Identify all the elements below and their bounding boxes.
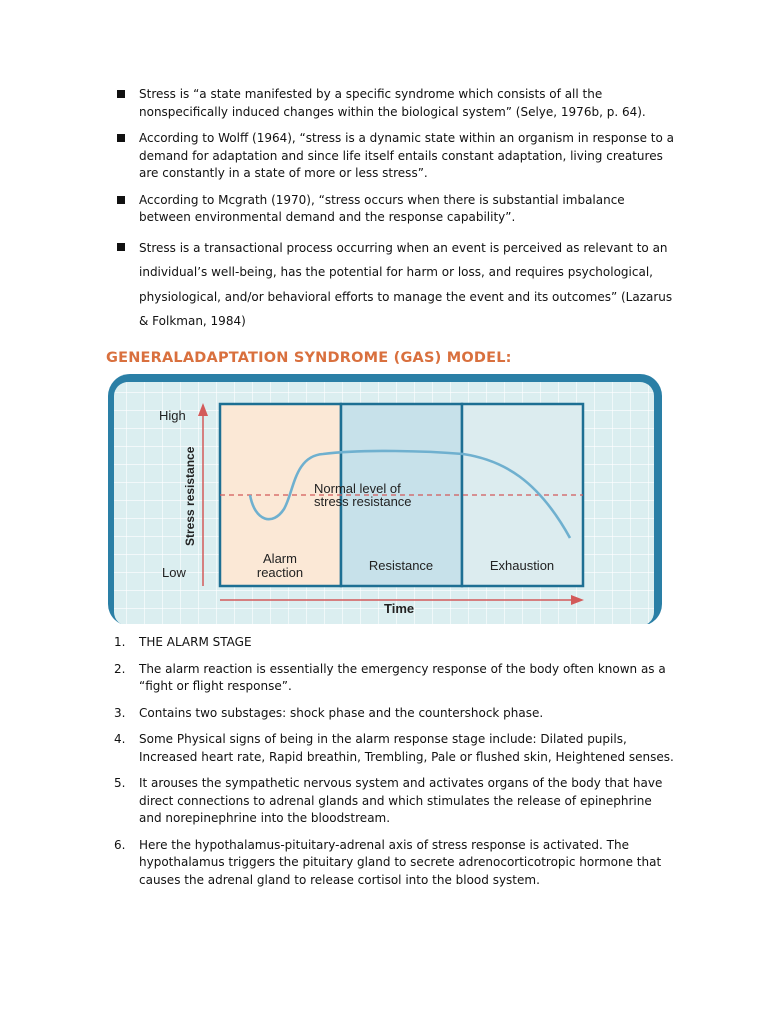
gas-chart (108, 374, 662, 624)
list-item: According to Wolff (1964), “stress is a dynamic state within an organism in response to a demand for adaptation and since life itself entails constant adaptation, living creatures are constantly in a state of more or less stress”. (114, 130, 674, 183)
list-item: 1. THE ALARM STAGE (114, 635, 252, 649)
list-item: 2. The alarm reaction is essentially the emergency response of the body often known as a “fight or flight response”. (114, 661, 666, 693)
y-low-label: Low (162, 565, 186, 580)
stage-label-exhaustion: Exhaustion (489, 558, 555, 573)
list-item: 6. Here the hypothalamus-pituitary-adrenal axis of stress response is activated. The hypothalamus triggers the pituitary gland to secrete adrenocorticotropic hormone that causes the adrenal gland to release cortisol into the blood system. (114, 837, 662, 887)
x-axis-label: Time (384, 601, 415, 616)
section-title: GENERALADAPTATION SYNDROME (GAS) MODEL: (106, 350, 512, 366)
definitions-list (114, 86, 674, 343)
stage-label-alarm: Alarm (263, 551, 297, 566)
list-item: Stress is “a state manifested by a specific syndrome which consists of all the nonspecifically induced changes within the biological system” (Selye, 1976b, p. 64). (114, 86, 674, 121)
list-item: 3. Contains two substages: shock phase and the countershock phase. (114, 705, 544, 720)
list-item: 4. Some Physical signs of being in the alarm response stage include: Dilated pupils, Increased heart rate, Rapid breathin, Trembling, Pale or flushed skin, Heightened senses. (114, 732, 674, 764)
list-item: According to Mcgrath (1970), “stress occurs when there is substantial imbalance between environmental demand and the response capability”. (114, 192, 674, 227)
square-bullet-icon (117, 90, 125, 98)
reference-label-line-1: Normal level of (314, 481, 401, 496)
y-axis-label: Stress resistance (183, 446, 197, 546)
square-bullet-icon (117, 243, 125, 251)
list-item: 5. It arouses the sympathetic nervous system and activates organs of the body that have direct connections to adrenal glands and which stimulates the release of epinephrine and norepinephrine into the bloodstream. (114, 776, 663, 825)
y-high-label: High (159, 408, 186, 423)
stage-label-reaction: reaction (256, 565, 304, 580)
list-item: Stress is a transactional process occurring when an event is perceived as relevant to an individual’s well-being, has the potential for harm or loss, and requires psychological, physiological, and/or behavioral efforts to manage the event and its outcomes” (Lazarus & Folkman, 1984) (114, 236, 674, 334)
alarm-stage-list (114, 634, 674, 898)
reference-label-line-2: stress resistance (314, 494, 412, 509)
gas-model-figure (108, 374, 662, 624)
square-bullet-icon (117, 196, 125, 204)
square-bullet-icon (117, 134, 125, 142)
stage-label-resistance: Resistance (368, 558, 434, 573)
